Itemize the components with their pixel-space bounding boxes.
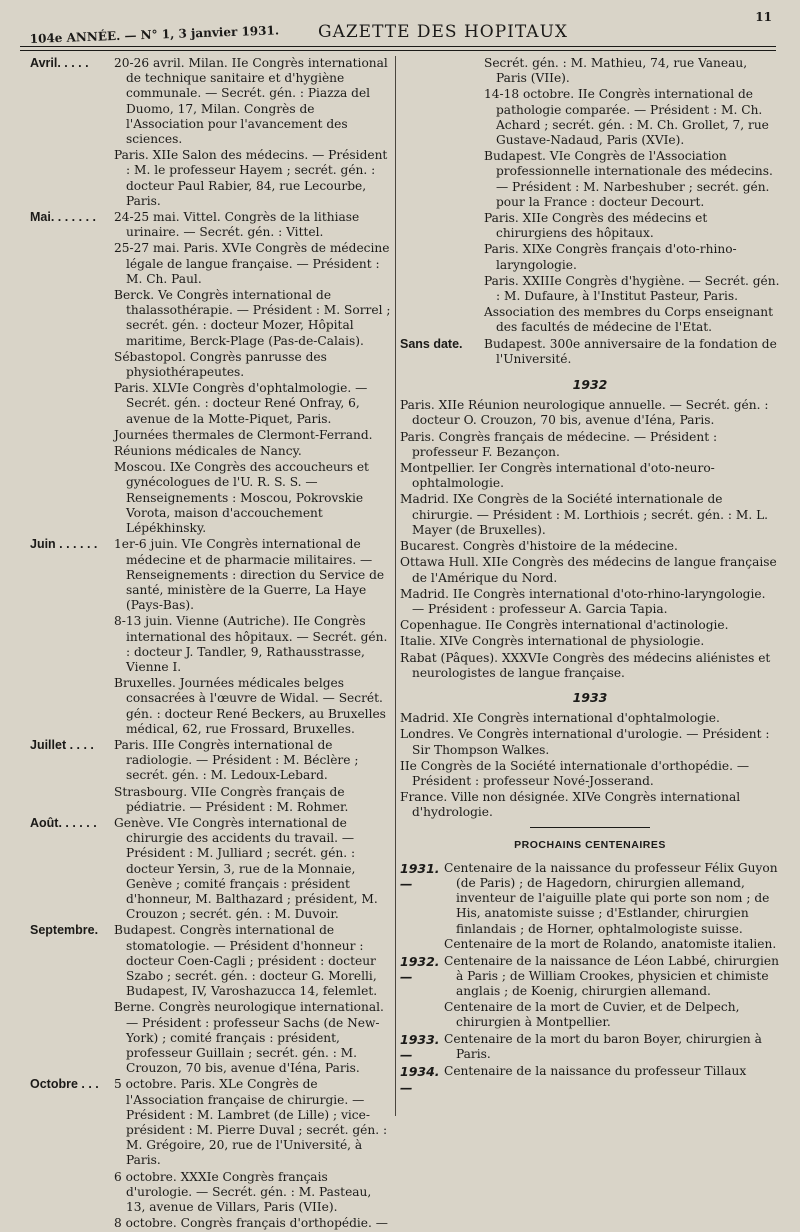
congress-entry: Montpellier. Ier Congrès international d'oto-neuro-ophtalmologie.	[400, 461, 715, 491]
month-entries	[114, 923, 392, 1077]
congress-entry: 25-27 mai. Paris. XVIe Congrès de médecine légale de langue française. — Président : M. Ch. Paul.	[114, 241, 390, 286]
congress-entry: Berne. Congrès neurologique international. — Président : professeur Sachs (de New-York) ; comité français : président, professeur Guillain ; secrét. gén. : M. Crouzon, 70 bis, avenue d'Iéna, Paris.	[114, 1000, 384, 1076]
congress-entry: Réunions médicales de Nancy.	[114, 444, 302, 459]
newspaper-title: GAZETTE DES HOPITAUX	[318, 22, 569, 42]
page-number: 11	[755, 10, 772, 24]
centenary-line: Centenaire de la naissance du professeur Félix Guyon (de Paris) ; de Hagedorn, chirurgien allemand, inventeur de l'aiguille plate qui porte son nom ; de His, anatomiste suisse ; d'Estlander, chirurgien finlandais ; de Horner, ophtalmologiste suisse.	[444, 860, 778, 936]
column-divider	[395, 56, 396, 1116]
centenary-line: Centenaire de la naissance de Léon Labbé, chirurgien à Paris ; de William Crookes, physicien et chimiste anglais ; de Koenig, chirurgien allemand.	[444, 953, 779, 999]
centenary-line: Centenaire de la mort de Rolando, anatomiste italien.	[444, 936, 777, 951]
continued-entries	[400, 56, 780, 336]
congress-entry: Ottawa Hull. XIIe Congrès des médecins de langue française de l'Amérique du Nord.	[400, 555, 777, 585]
section-rule	[530, 827, 650, 828]
centenary-entry	[400, 1064, 780, 1094]
congress-entry: 6 octobre. XXXIe Congrès français d'urologie. — Secrét. gén. : M. Pasteau, 13, avenue de Villars, Paris (VIIe).	[114, 1169, 372, 1215]
congress-entry: 8 octobre. Congrès français d'orthopédie. —	[114, 1216, 388, 1231]
congress-entry: Londres. Ve Congrès international d'urologie. — Président : Sir Thompson Walkes.	[400, 727, 770, 757]
congress-entry: Paris. XLVIe Congrès d'ophtalmologie. — Secrét. gén. : docteur René Onfray, 6, avenue de la Motte-Piquet, Paris.	[114, 381, 368, 426]
congress-entry: Sébastopol. Congrès panrusse des physiothérapeutes.	[114, 349, 327, 380]
centenary-body	[444, 1064, 780, 1094]
centenary-line: Centenaire de la naissance du professeur Tillaux	[444, 1064, 747, 1079]
page-header	[18, 10, 782, 46]
centenary-line: Centenaire de la mort de Cuvier, et de Delpech, chirurgien à Montpellier.	[444, 999, 740, 1029]
congress-entry: Strasbourg. VIIe Congrès français de pédiatrie. — Président : M. Rohmer.	[114, 784, 349, 814]
centenary-year: 1931. —	[400, 860, 440, 891]
month-block	[30, 210, 392, 537]
month-block	[30, 816, 392, 923]
centenary-year: 1934. —	[400, 1064, 440, 1095]
congress-entry: Moscou. IXe Congrès des accoucheurs et gynécologues de l'U. R. S. S. — Renseignements : Moscou, Pokrovskie Vorota, maison d'accouchement Lépékhinsky.	[114, 460, 369, 536]
congress-entry: 20-26 avril. Milan. IIe Congrès international de technique sanitaire et d'hygiène communale. — Secrét. gén. : Piazza del Duomo, 17, Milan. Congrès de l'Association pour l'avancement des sciences.	[114, 56, 388, 147]
left-column	[30, 56, 392, 1232]
month-entries	[114, 738, 392, 816]
congress-entry: IIe Congrès de la Société internationale d'orthopédie. — Président : professeur Nové-Josserand.	[400, 758, 750, 788]
congress-entry: 14-18 octobre. IIe Congrès international de pathologie comparée. — Président : M. Ch. Achard ; secrét. gén. : M. Ch. Grollet, 7, rue Gustave-Nadaud, Paris (XVIe).	[484, 87, 769, 148]
month-label: Juin . . . . . .	[30, 537, 98, 552]
centenary-body	[444, 861, 780, 952]
congress-entry: Paris. XXIIIe Congrès d'hygiène. — Secrét. gén. : M. Dufaure, à l'Institut Pasteur, Paris.	[484, 273, 780, 304]
month-label: Juillet . . . .	[30, 737, 94, 752]
centenary-body	[444, 1032, 780, 1062]
congress-entry: Paris. XIXe Congrès français d'oto-rhino-laryngologie.	[484, 242, 737, 272]
congress-entry: Bucarest. Congrès d'histoire de la médecine.	[400, 539, 678, 554]
year-heading: 1933	[572, 689, 608, 705]
congress-entry: 5 octobre. Paris. XLe Congrès de l'Association française de chirurgie. — Président : M. Lambret (de Lille) ; vice-président : M. Pierre Duval ; secrét. gén. : M. Grégoire, 20, rue de l'Université, à Paris.	[114, 1077, 388, 1168]
month-label: Août. . . . . .	[30, 815, 97, 830]
year-heading: 1932	[572, 377, 608, 393]
centenary-body	[444, 954, 780, 1030]
month-label: Avril. . . . .	[30, 56, 89, 70]
month-block	[30, 1077, 392, 1232]
month-entries	[114, 537, 392, 738]
month-block	[30, 923, 392, 1077]
congress-entry: Madrid. IIe Congrès international d'oto-rhino-laryngologie. — Président : professeur A. Garcia Tapia.	[400, 586, 766, 616]
congress-entry: Budapest. 300e anniversaire de la fondation de l'Université.	[484, 336, 777, 366]
centenary-year: 1932. —	[400, 953, 440, 985]
month-entries	[114, 816, 392, 923]
congress-entry: France. Ville non désignée. XIVe Congrès international d'hydrologie.	[400, 790, 741, 820]
congress-entry: Genève. VIe Congrès international de chirurgie des accidents du travail. — Président : M. Julliard ; secrét. gén. : docteur Yersin, 3, rue de la Monnaie, Genève ; comité français : président d'honneur, M. Balthazard ; président, M. Crouzon ; secrét. gén. : M. Duvoir.	[114, 815, 378, 922]
congress-entry: Madrid. XIe Congrès international d'ophtalmologie.	[400, 711, 720, 726]
congress-entry: Paris. XIIe Salon des médecins. — Président : M. le professeur Hayem ; secrét. gén. : docteur Paul Rabier, 84, rue Lecourbe, Paris.	[114, 148, 388, 208]
congress-entry: Berck. Ve Congrès international de thalassothérapie. — Président : M. Sorrel ; secrét. gén. : docteur Mozer, Hôpital maritime, Berck-Plage (Pas-de-Calais).	[114, 288, 391, 348]
congress-entry: 8-13 juin. Vienne (Autriche). IIe Congrès international des hôpitaux. — Secrét. gén. : docteur J. Tandler, 9, Rathausstrasse, Vienne I.	[114, 614, 388, 674]
month-block	[30, 56, 392, 210]
congress-entry: Association des membres du Corps enseignant des facultés de médecine de l'Etat.	[484, 305, 773, 335]
centenary-entry	[400, 861, 780, 952]
congress-entry: Bruxelles. Journées médicales belges consacrées à l'œuvre de Widal. — Secrét. gén. : docteur René Beckers, au Bruxelles médical, 62, rue Frossard, Bruxelles.	[114, 676, 386, 736]
congress-entry: Journées thermales de Clermont-Ferrand.	[114, 427, 373, 442]
section-title: PROCHAINS CENTENAIRES	[514, 838, 666, 851]
month-label: Septembre.	[30, 923, 99, 938]
congress-entry: Italie. XIVe Congrès international de physiologie.	[400, 634, 705, 649]
congress-entry: Paris. Congrès français de médecine. — Président : professeur F. Bezançon.	[400, 429, 718, 459]
month-block	[30, 537, 392, 738]
month-label: Sans date.	[400, 336, 463, 351]
congress-entry: Budapest. VIe Congrès de l'Association professionnelle internationale des médecins. — Président : M. Narbeshuber ; secrét. gén. pour la France : docteur Decourt.	[484, 149, 773, 209]
congress-entry: Paris. XIIe Réunion neurologique annuelle. — Secrét. gén. : docteur O. Crouzon, 70 bis, avenue d'Iéna, Paris.	[400, 398, 769, 428]
congress-entry: Secrét. gén. : M. Mathieu, 74, rue Vaneau, Paris (VIIe).	[484, 56, 748, 86]
congress-entry: 1er-6 juin. VIe Congrès international de médecine et de pharmacie militaires. — Renseignements : direction du Service de santé, ministère de la Guerre, La Haye (Pays-Bas).	[114, 537, 385, 613]
month-label: Mai. . . . . . .	[30, 210, 96, 225]
congress-entry: Rabat (Pâques). XXXVIe Congrès des médecins aliénistes et neurologistes de langue française.	[400, 650, 771, 680]
congress-entry: Budapest. Congrès international de stomatologie. — Président d'honneur : docteur Coen-Cagli ; président : docteur Szabo ; secrét. gén. : docteur G. Morelli, Budapest, IV, Varoshazucca 14, felemlet.	[114, 923, 378, 999]
congress-entry: Madrid. IXe Congrès de la Société internationale de chirurgie. — Président : M. Lorthiois ; secrét. gén. : M. L. Mayer (de Bruxelles).	[400, 492, 769, 537]
issue-info: 104e ANNÉE. — N° 1, 3 janvier 1931.	[29, 23, 280, 46]
centenary-year: 1933. —	[400, 1031, 440, 1063]
header-rule-double	[20, 50, 776, 51]
centenary-entry	[400, 954, 780, 1030]
month-label: Octobre . . .	[30, 1077, 99, 1092]
month-entries	[114, 210, 392, 537]
centenary-entry	[400, 1032, 780, 1062]
congress-entry: 24-25 mai. Vittel. Congrès de la lithiase urinaire. — Secrét. gén. : Vittel.	[114, 210, 360, 240]
month-entries	[484, 337, 780, 368]
congress-entry: Paris. XIIe Congrès des médecins et chirurgiens des hôpitaux.	[484, 211, 708, 241]
right-column	[400, 56, 780, 1097]
month-entries	[114, 56, 392, 210]
header-rule	[20, 46, 776, 47]
sans-date-block	[400, 337, 780, 368]
month-block	[30, 738, 392, 816]
month-entries	[114, 1077, 392, 1232]
congress-entry: Paris. IIIe Congrès international de radiologie. — Président : M. Béclère ; secrét. gén. : M. Ledoux-Lebard.	[114, 737, 359, 783]
centenary-line: Centenaire de la mort du baron Boyer, chirurgien à Paris.	[444, 1031, 762, 1062]
congress-entry: Copenhague. IIe Congrès international d'actinologie.	[400, 618, 729, 633]
